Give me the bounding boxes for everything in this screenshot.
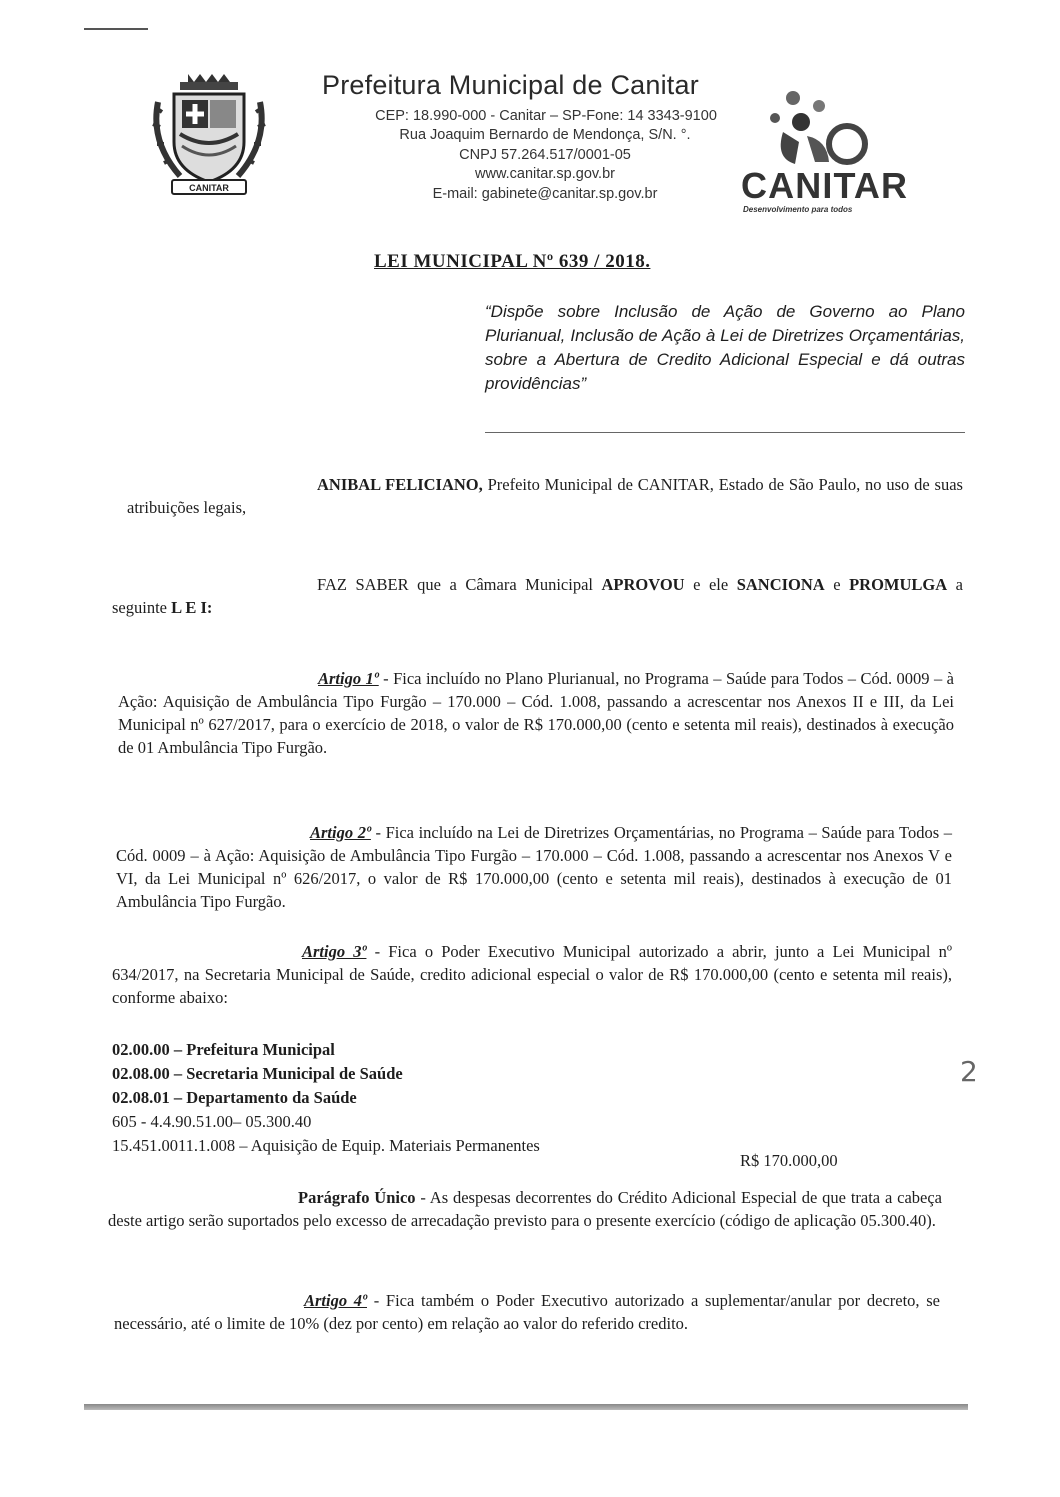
article-4-text: - Fica também o Poder Executivo autorizado a suplementar/anular por decreto, se necessário, até o limite de 10% (dez por cento) em relação ao valor do referido credito. — [114, 1291, 940, 1333]
budget-desc: Departamento da Saúde — [186, 1088, 357, 1107]
canitar-logo-icon — [735, 88, 935, 218]
article-1 — [118, 667, 954, 759]
logo-wordmark: CANITAR — [741, 165, 907, 206]
intro-text: Prefeito Municipal de CANITAR, Estado de São Paulo, no uso de suas atribuições legais, — [127, 475, 963, 517]
paragrafo-unico-text: - As despesas decorrentes do Crédito Adicional Especial de que trata a cabeça deste artigo serão suportados pelo excesso de arrecadação previsto para o presente exercício (código de aplicação 05.300.40). — [108, 1188, 942, 1230]
budget-code: 02.08.00 – — [112, 1064, 187, 1083]
ementa: “Dispõe sobre Inclusão de Ação de Governo ao Plano Plurianual, Inclusão de Ação à Lei de Diretrizes Orçamentárias, sobre a Abertura de Credito Adicional Especial e dá outras providências” — [485, 302, 965, 393]
promulgation-paragraph — [112, 573, 963, 619]
article-1-label: Artigo 1º — [318, 669, 379, 688]
budget-line — [112, 1038, 892, 1062]
address-line-cep: CEP: 18.990-000 - Canitar – SP-Fone: 14 3343-9100 — [375, 108, 717, 124]
article-3-text: - Fica o Poder Executivo Municipal autorizado a abrir, junto a Lei Municipal nº 634/2017, na Secretaria Municipal de Saúde, credito adicional especial o valor de R$ 170.000,00 (cento e setenta mil reais), conforme abaixo: — [112, 942, 952, 1007]
institution-name: Prefeitura Municipal de Canitar — [322, 70, 699, 100]
budget-code: 02.00.00 – — [112, 1040, 187, 1059]
article-2 — [116, 821, 952, 913]
article-3-label: Artigo 3º — [302, 942, 367, 961]
budget-account: 605 - 4.4.90.51.00– 05.300.40 — [112, 1112, 312, 1131]
email-link[interactable]: E-mail: gabinete@canitar.sp.gov.br — [432, 186, 658, 202]
article-3 — [112, 940, 952, 1009]
address-line-street: Rua Joaquim Bernardo de Mendonça, S/N. °. — [399, 127, 691, 143]
website-link[interactable]: www.canitar.sp.gov.br — [475, 166, 615, 182]
page-footer-rule — [84, 1404, 968, 1410]
budget-item: 15.451.0011.1.008 – Aquisição de Equip. Materiais Permanentes — [112, 1136, 540, 1155]
municipal-crest-icon — [150, 72, 268, 200]
budget-desc: Prefeitura Municipal — [186, 1040, 335, 1059]
article-1-text: - Fica incluído no Plano Plurianual, no Programa – Saúde para Todos – Cód. 0009 – à Ação: Aquisição de Ambulância Tipo Furgão – 170.000 – Cód. 1.008, passando a acrescentar nos Anexos II e III, da Lei Municipal nº 627/2017, para o exercício de 2018, o valor de R$ 170.000,00 (cento e setenta mil reais), destinados à execução de 01 Ambulância Tipo Furgão. — [118, 669, 955, 757]
budget-line — [112, 1062, 892, 1086]
article-2-text: - Fica incluído na Lei de Diretrizes Orçamentárias, no Programa – Saúde para Todos – Cód. 0009 – à Ação: Aquisição de Ambulância Tipo Furgão – 170.000 – Cód. 1.008, passando a acrescentar nos Anexos V e VI, da Lei Municipal nº 626/2017, o valor de R$ 170.000,00 (cento e setenta mil reais), destinados à execução de 01 Ambulância Tipo Furgão. — [116, 823, 952, 911]
logo-tagline: Desenvolvimento para todos — [743, 205, 853, 214]
budget-desc: Secretaria Municipal de Saúde — [186, 1064, 403, 1083]
promulgation-text: e — [824, 575, 850, 594]
promulgation-text: e ele — [684, 575, 737, 594]
top-scan-mark — [84, 28, 148, 30]
ementa-divider — [485, 432, 965, 433]
intro-paragraph — [127, 473, 963, 519]
budget-amount: R$ 170.000,00 — [740, 1151, 838, 1170]
article-2-label: Artigo 2º — [310, 823, 371, 842]
promulgation-promulgates: PROMULGA — [849, 575, 948, 594]
article-4 — [114, 1289, 940, 1335]
promulgation-text: FAZ SABER que a Câmara Municipal — [317, 575, 602, 594]
crest-label: CANITAR — [189, 183, 229, 193]
mayor-name: ANIBAL FELICIANO, — [317, 475, 483, 494]
promulgation-approved: APROVOU — [601, 575, 685, 594]
promulgation-sanctions: SANCIONA — [736, 575, 825, 594]
promulgation-text: a seguinte — [112, 575, 963, 617]
budget-line — [112, 1086, 892, 1110]
law-title: LEI MUNICIPAL Nº 639 / 2018. — [374, 251, 651, 272]
paragrafo-unico — [108, 1186, 942, 1232]
paragrafo-unico-label: Parágrafo Único — [298, 1188, 416, 1207]
budget-code: 02.08.01 – — [112, 1088, 187, 1107]
address-line-cnpj: CNPJ 57.264.517/0001-05 — [459, 147, 631, 163]
article-4-label: Artigo 4º — [304, 1291, 367, 1310]
budget-block — [112, 1038, 892, 1158]
margin-handwritten-mark: 2 — [960, 1055, 978, 1088]
promulgation-law: L E I: — [171, 598, 213, 617]
